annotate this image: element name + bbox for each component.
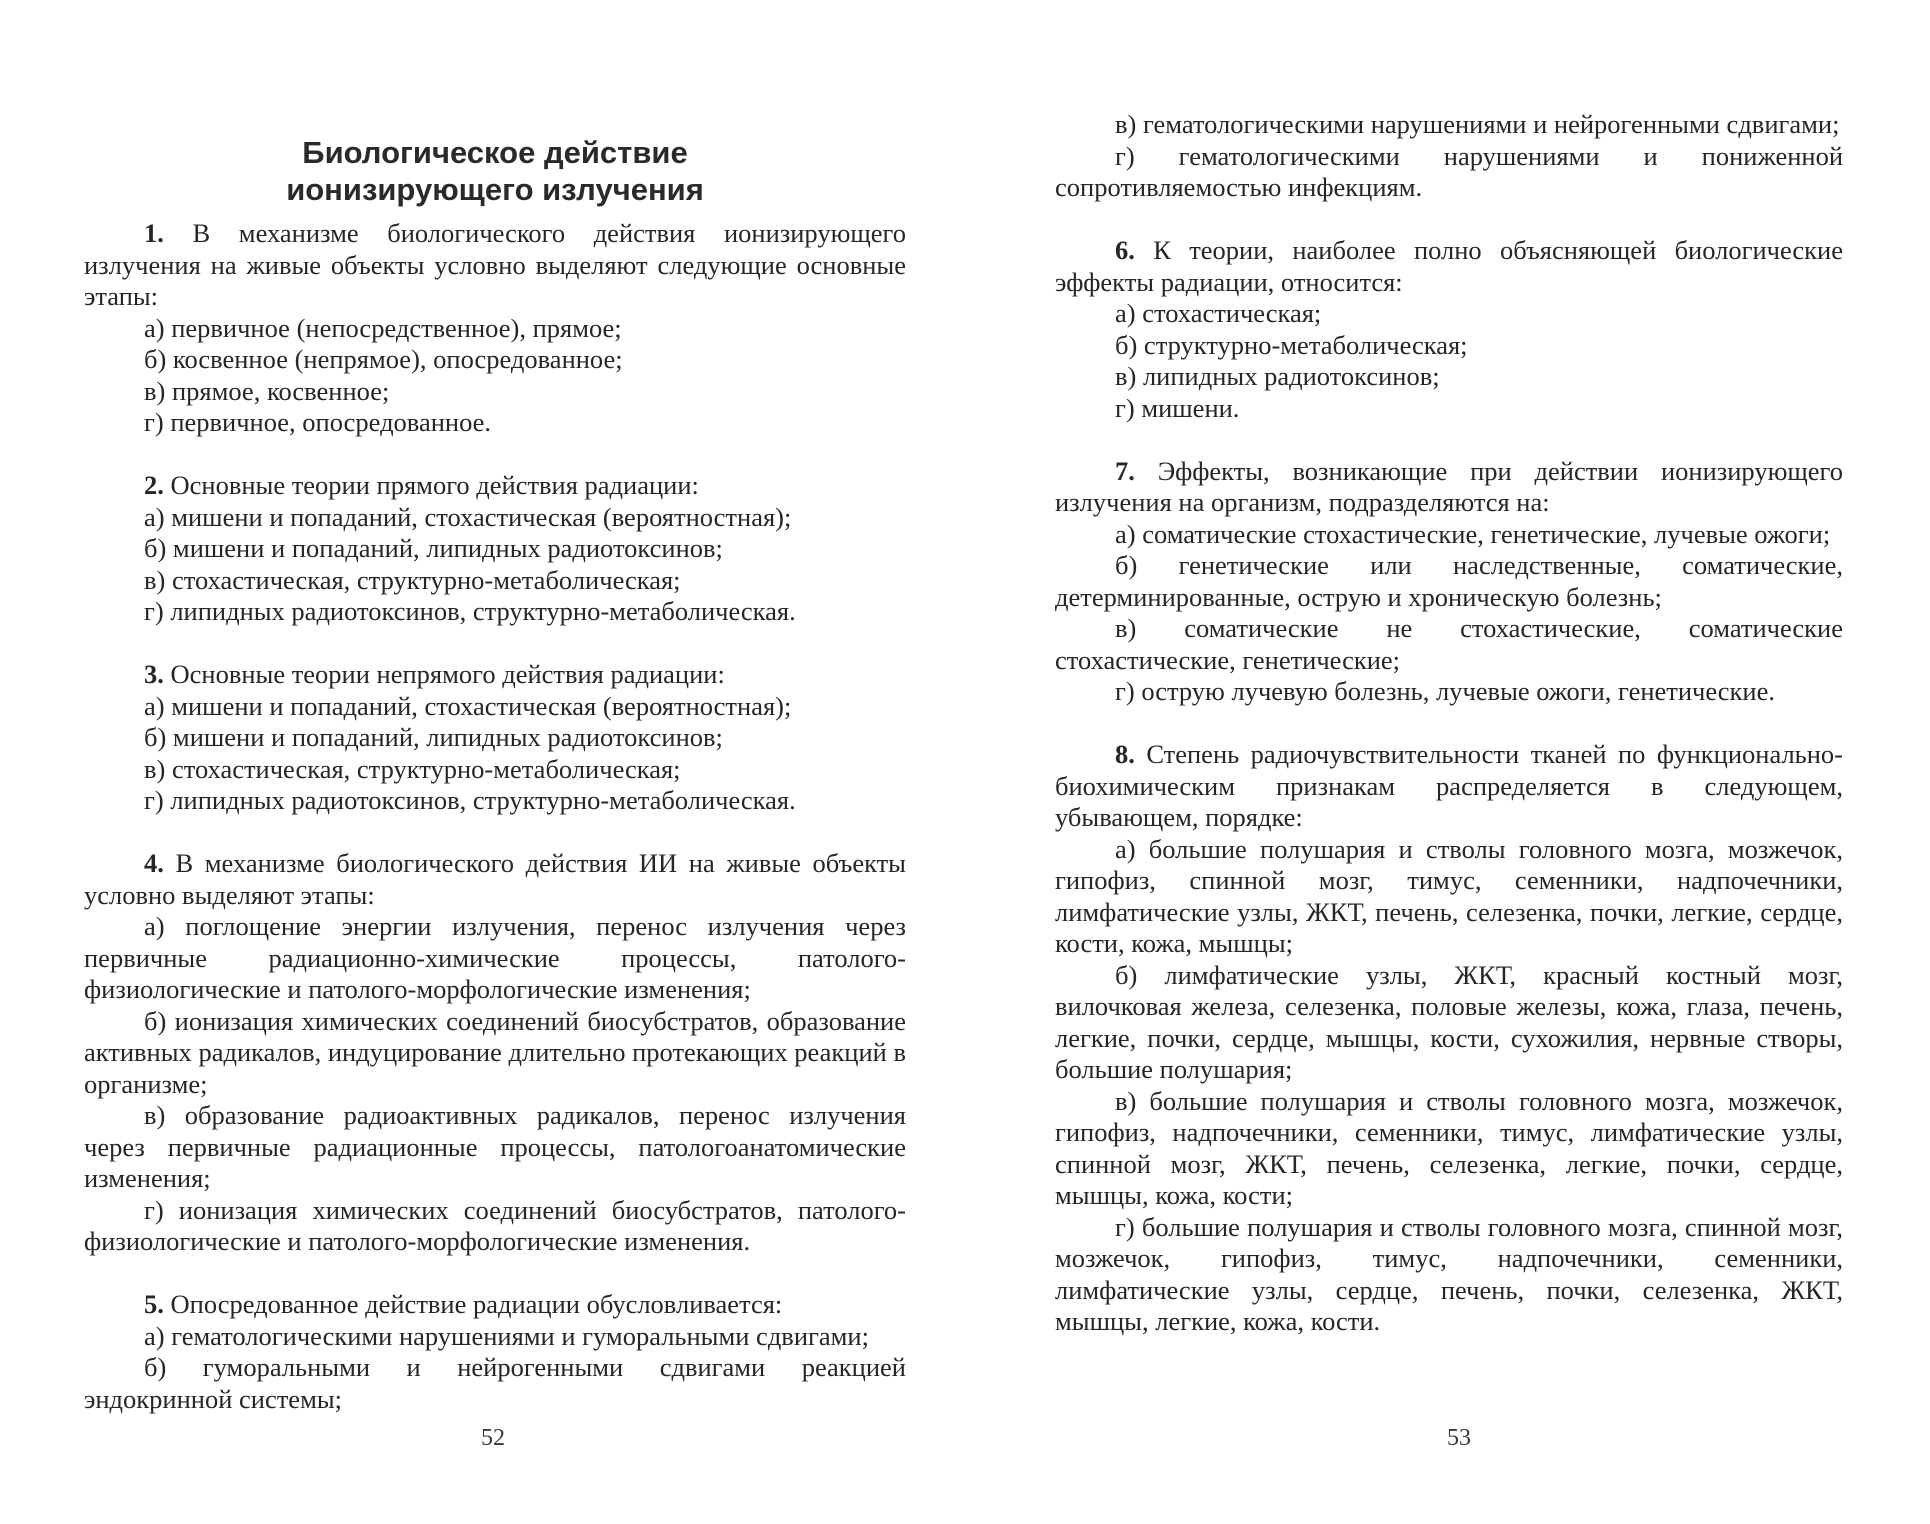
question-number: 5. bbox=[144, 1289, 164, 1319]
question-number: 4. bbox=[144, 848, 164, 878]
question-number: 6. bbox=[1115, 235, 1135, 265]
question-text: Основные теории непрямого действия радиации: bbox=[170, 659, 725, 689]
answer-option: б) гуморальными и нейрогенными сдвигами реакцией эндокринной системы; bbox=[84, 1352, 906, 1414]
answer-option: в) большие полушария и стволы головного мозга, мозжечок, гипофиз, надпочечники, семенники, тимус, лимфатические узлы, спинной мозг, ЖКТ, печень, селезенка, легкие, почки, сердце, мышцы, кожа, кости; bbox=[1055, 1085, 1843, 1210]
question-text: В механизме биологического действия ионизирующего излучения на живые объекты условно выделяют следующие основные этапы: bbox=[84, 218, 906, 311]
answer-option: б) генетические или наследственные, соматические, детерминированные, острую и хроническую болезнь; bbox=[1055, 550, 1843, 612]
answer-option: а) стохастическая; bbox=[1115, 298, 1322, 328]
answer-option: г) первичное, опосредованное. bbox=[144, 407, 492, 437]
question-stem bbox=[1055, 235, 1843, 298]
answer-option: а) мишени и попаданий, стохастическая (вероятностная); bbox=[144, 501, 792, 532]
answer-option: а) поглощение энергии излучения, перенос излучения через первичные радиационно-химические процессы, патолого-физиологические и патолого-морфологические изменения; bbox=[84, 911, 906, 1004]
page-number: 52 bbox=[481, 1425, 505, 1451]
answer-option: г) мишени. bbox=[1115, 392, 1240, 423]
answer-option: в) прямое, косвенное; bbox=[144, 375, 390, 406]
right-column bbox=[1055, 109, 1843, 1338]
answer-option: в) гематологическими нарушениями и нейрогенными сдвигами; bbox=[1115, 109, 1840, 139]
answer-option: б) ионизация химических соединений биосубстратов, образование активных радикалов, индуцирование длительно протекающих реакций в организме; bbox=[84, 1005, 906, 1099]
title-line-2: ионизирующего излучения bbox=[286, 172, 704, 207]
question-5 bbox=[84, 1289, 906, 1415]
answer-option: г) большие полушария и стволы головного мозга, спинной мозг, мозжечок, гипофиз, тимус, надпочечники, семенники, лимфатические узлы, сердце, печень, почки, селезенка, ЖКТ, мышцы, легкие, кожа, кости. bbox=[1055, 1211, 1843, 1336]
section-title bbox=[84, 134, 906, 208]
question-2 bbox=[84, 470, 906, 628]
question-5-continued bbox=[1055, 109, 1843, 204]
question-6 bbox=[1055, 235, 1843, 424]
title-line-1: Биологическое действие bbox=[302, 135, 688, 170]
answer-option: б) косвенное (непрямое), опосредованное; bbox=[144, 344, 623, 374]
question-1 bbox=[84, 218, 906, 439]
left-column bbox=[84, 218, 906, 1415]
question-text: Основные теории прямого действия радиации: bbox=[170, 470, 699, 500]
answer-option: а) соматические стохастические, генетические, лучевые ожоги; bbox=[1115, 518, 1831, 549]
answer-option: г) гематологическими нарушениями и пониженной сопротивляемостью инфекциям. bbox=[1055, 140, 1843, 202]
question-7 bbox=[1055, 456, 1843, 708]
question-stem bbox=[84, 218, 906, 313]
question-number: 1. bbox=[144, 218, 164, 248]
question-number: 3. bbox=[144, 659, 164, 689]
question-stem bbox=[84, 848, 906, 911]
question-4 bbox=[84, 848, 906, 1258]
answer-option: а) первичное (непосредственное), прямое; bbox=[144, 312, 622, 343]
question-8 bbox=[1055, 739, 1843, 1338]
answer-option: в) образование радиоактивных радикалов, перенос излучения через первичные радиационные процессы, патологоанатомические изменения; bbox=[84, 1100, 906, 1193]
right-page bbox=[965, 0, 1930, 1524]
question-text: Эффекты, возникающие при действии ионизирующего излучения на организм, подразделяются на: bbox=[1055, 455, 1843, 517]
answer-option: а) гематологическими нарушениями и гуморальными сдвигами; bbox=[144, 1320, 869, 1351]
question-text: К теории, наиболее полно объясняющей биологические эффекты радиации, относится: bbox=[1055, 235, 1843, 297]
question-stem bbox=[1055, 456, 1843, 519]
question-text: Степень радиочувствительности тканей по функционально-биохимическим признакам распределяется в следующем, убывающем, порядке: bbox=[1055, 739, 1844, 832]
answer-option: в) стохастическая, структурно-метаболическая; bbox=[144, 753, 681, 784]
question-text: В механизме биологического действия ИИ на живые объекты условно выделяют этапы: bbox=[84, 848, 906, 910]
question-text: Опосредованное действие радиации обусловливается: bbox=[170, 1289, 783, 1319]
question-number: 7. bbox=[1115, 455, 1135, 486]
question-number: 2. bbox=[144, 470, 164, 500]
page-number: 53 bbox=[1447, 1425, 1471, 1451]
answer-option: а) мишени и попаданий, стохастическая (вероятностная); bbox=[144, 690, 792, 721]
answer-option: г) острую лучевую болезнь, лучевые ожоги, генетические. bbox=[1115, 676, 1775, 706]
answer-option: б) мишени и попаданий, липидных радиотоксинов; bbox=[144, 533, 723, 563]
question-number: 8. bbox=[1115, 739, 1135, 769]
answer-option: г) липидных радиотоксинов, структурно-метаболическая. bbox=[144, 785, 796, 815]
answer-option: в) липидных радиотоксинов; bbox=[1115, 361, 1440, 391]
question-stem bbox=[1055, 739, 1843, 834]
question-3 bbox=[84, 659, 906, 817]
answer-option: в) соматические не стохастические, соматические стохастические, генетические; bbox=[1055, 613, 1843, 675]
question-stem bbox=[84, 1289, 906, 1321]
answer-option: б) лимфатические узлы, ЖКТ, красный костный мозг, вилочковая железа, селезенка, половые железы, кожа, глаза, печень, легкие, почки, сердце, мышцы, кости, сухожилия, нервные створы, большие полушария; bbox=[1055, 959, 1843, 1084]
answer-option: б) мишени и попаданий, липидных радиотоксинов; bbox=[144, 722, 723, 752]
answer-option: а) большие полушария и стволы головного мозга, мозжечок, гипофиз, спинной мозг, тимус, семенники, надпочечники, лимфатические узлы, ЖКТ, печень, селезенка, почки, легкие, сердце, кости, кожа, мышцы; bbox=[1055, 833, 1843, 958]
question-stem bbox=[84, 659, 906, 691]
answer-option: в) стохастическая, структурно-метаболическая; bbox=[144, 564, 681, 595]
question-stem bbox=[84, 470, 906, 502]
answer-option: г) ионизация химических соединений биосубстратов, патолого-физиологические и патолого-морфологические изменения. bbox=[84, 1194, 906, 1256]
answer-option: б) структурно-метаболическая; bbox=[1115, 329, 1468, 360]
answer-option: г) липидных радиотоксинов, структурно-метаболическая. bbox=[144, 596, 796, 626]
